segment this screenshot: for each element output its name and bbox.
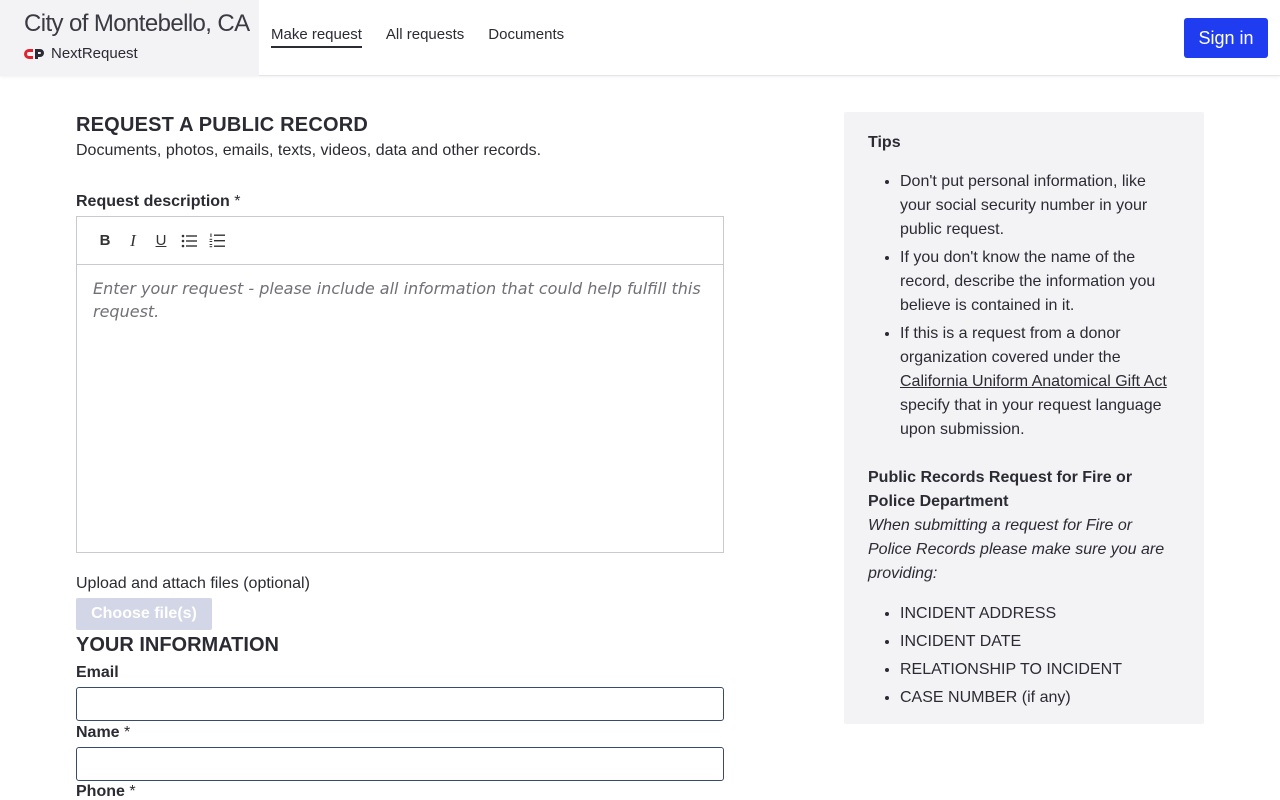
nav-documents[interactable]: Documents: [488, 26, 565, 43]
tip-item: • Don't put personal information, like your social security number in your public request.: [900, 170, 1180, 242]
list-item: • INCIDENT ADDRESS: [900, 602, 1180, 626]
product-name: NextRequest: [51, 45, 138, 62]
tips-panel: [844, 112, 1204, 724]
your-information-heading: YOUR INFORMATION: [76, 634, 279, 656]
required-marker: *: [124, 724, 131, 741]
donor-text-after: specify that in your request language upon submission.: [900, 397, 1162, 438]
list-item: • CASE NUMBER (if any): [900, 686, 1180, 710]
nav-all-requests[interactable]: All requests: [385, 26, 465, 43]
numbered-list-icon: [209, 233, 225, 248]
bold-button[interactable]: B: [99, 232, 111, 249]
nav-make-request[interactable]: Make request: [271, 26, 362, 48]
fire-police-list: [868, 602, 1180, 710]
page-title: REQUEST A PUBLIC RECORD: [76, 114, 369, 136]
sign-in-button[interactable]: Sign in: [1184, 18, 1268, 58]
numbered-list-button[interactable]: [203, 227, 231, 255]
nextrequest-logo: [24, 45, 138, 62]
fire-police-note: When submitting a request for Fire or Police Records please make sure you are providing:: [868, 517, 1165, 582]
upload-label: Upload and attach files (optional): [76, 575, 310, 592]
name-label-text: Name: [76, 724, 120, 741]
phone-label-text: Phone: [76, 783, 125, 800]
choose-files-button[interactable]: Choose file(s): [76, 598, 212, 630]
name-label: [76, 724, 130, 742]
tip-item-donor: [900, 322, 1180, 442]
request-form: [76, 114, 724, 800]
email-label: Email: [76, 664, 119, 681]
tip-item: • If you don't know the name of the record, describe the information you believe is contained in it.: [900, 246, 1180, 318]
main-nav: [271, 26, 588, 48]
city-name: City of Montebello, CA: [24, 10, 250, 37]
name-field[interactable]: [76, 747, 724, 781]
fire-police-title: Public Records Request for Fire or Police Department: [868, 469, 1133, 510]
required-marker: *: [129, 783, 136, 800]
tips-list: [868, 170, 1180, 442]
list-item: • INCIDENT DATE: [900, 630, 1180, 654]
phone-label: [76, 783, 136, 800]
request-description-input[interactable]: [77, 265, 723, 552]
request-description-label-text: Request description: [76, 193, 230, 210]
underline-button[interactable]: U: [155, 232, 167, 249]
required-marker: *: [234, 193, 241, 210]
nextrequest-logo-icon: [24, 48, 46, 60]
page-subtitle: Documents, photos, emails, texts, videos, data and other records.: [76, 142, 542, 159]
brand-block[interactable]: [0, 0, 259, 76]
list-item: • RELATIONSHIP TO INCIDENT: [900, 658, 1180, 682]
tips-title: Tips: [868, 134, 901, 151]
italic-button[interactable]: I: [130, 230, 136, 250]
editor-toolbar: [77, 217, 723, 265]
bullet-list-button[interactable]: [175, 227, 203, 255]
request-description-label: [76, 193, 241, 211]
donor-text-before: If this is a request from a donor organization covered under the: [900, 325, 1121, 366]
email-field[interactable]: [76, 687, 724, 721]
anatomical-gift-act-link[interactable]: California Uniform Anatomical Gift Act: [900, 373, 1167, 390]
bullet-list-icon: [181, 234, 197, 248]
rich-text-editor: [76, 216, 724, 553]
top-header: [0, 0, 1280, 76]
